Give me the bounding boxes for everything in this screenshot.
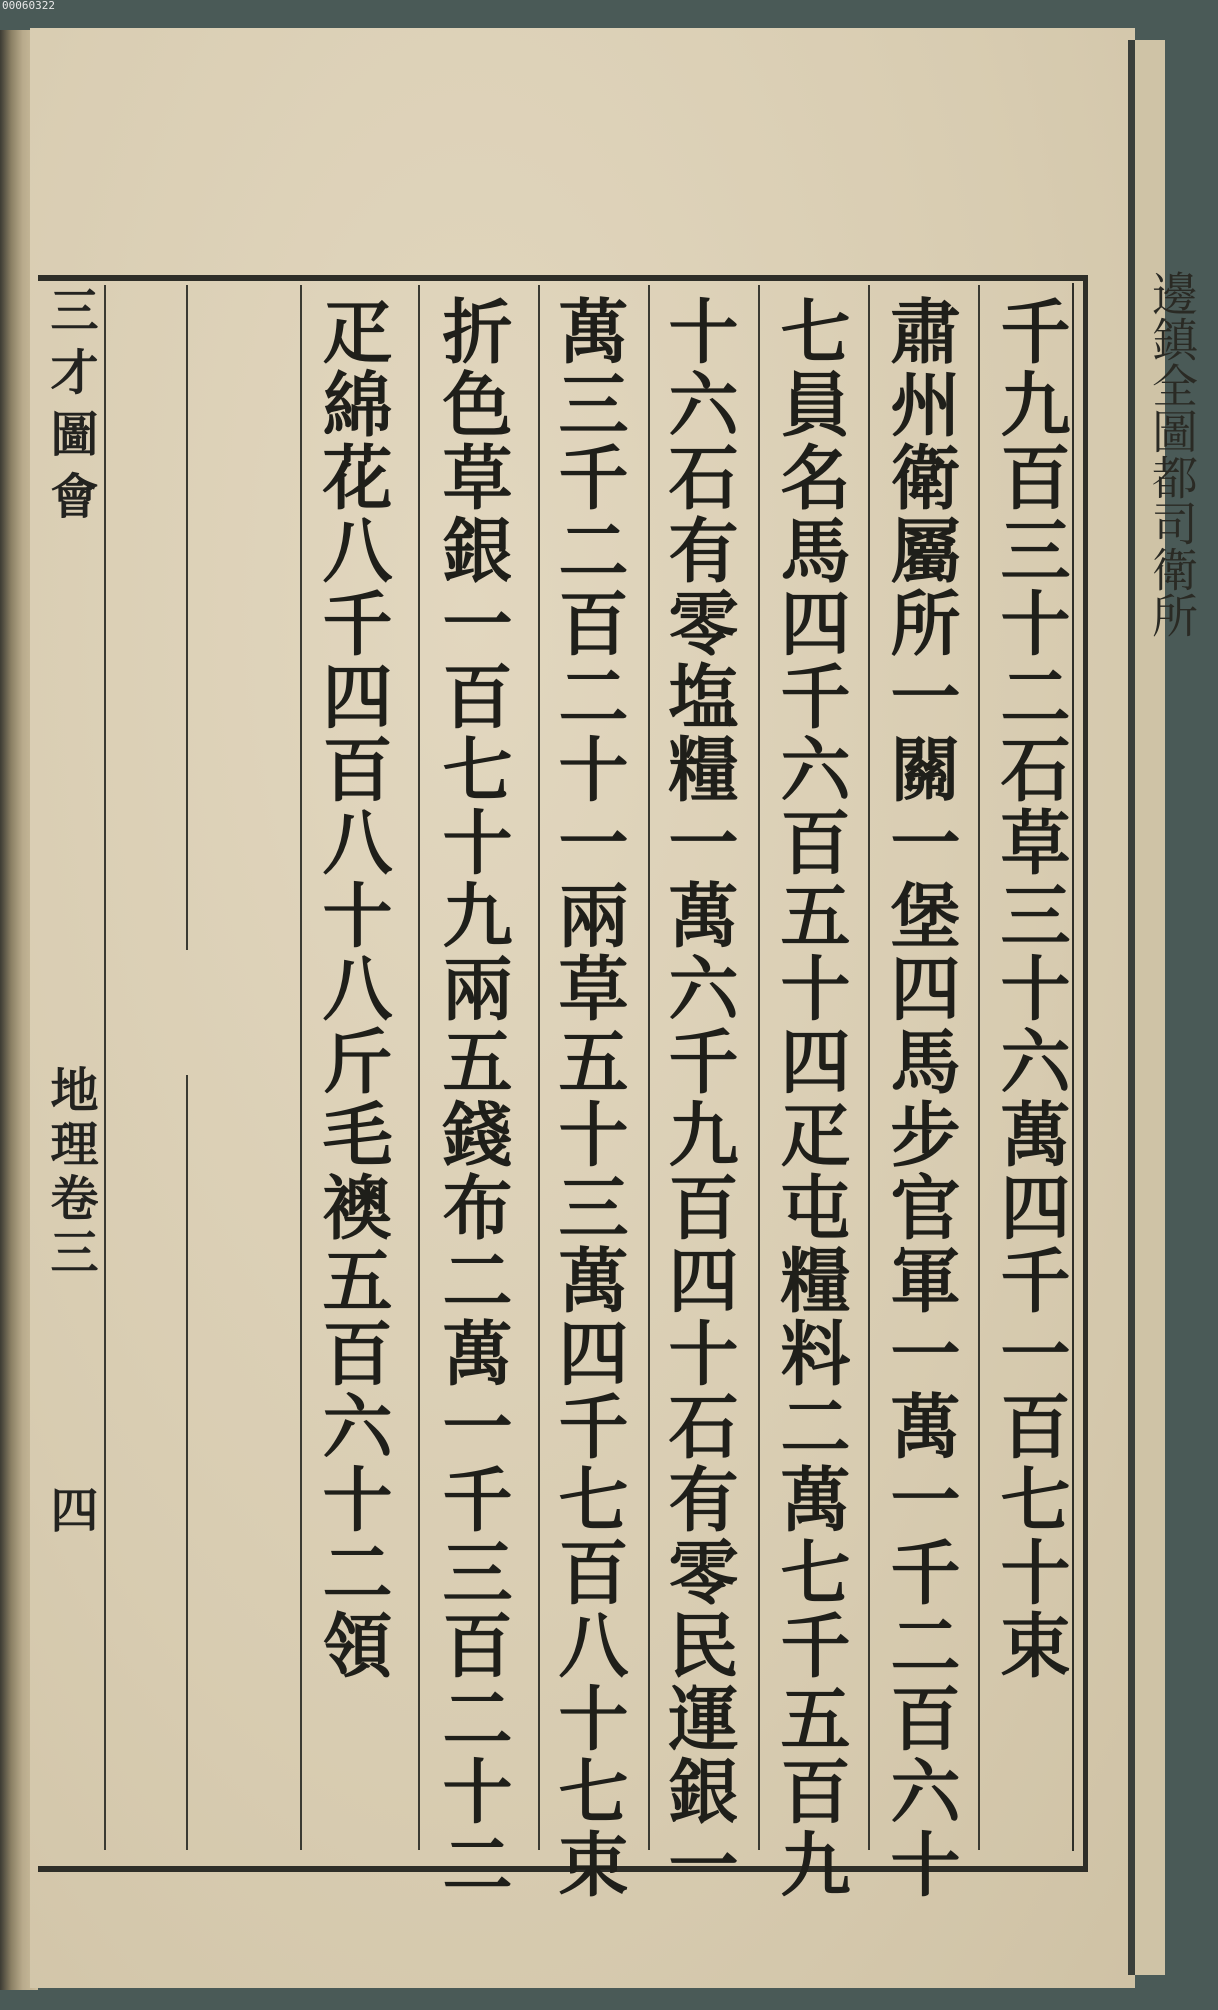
- facing-page-text-content: 邊鎮全圖都司衛所: [1145, 270, 1199, 638]
- column-rule: [538, 285, 540, 1850]
- text-column-4: 十六石有零塩糧一萬六千九百四十石有零民運銀一: [657, 295, 740, 1901]
- scan-id-label: 00060322: [2, 0, 55, 12]
- column-rule: [758, 285, 760, 1850]
- text-column-3: 七員名馬四千六百五十四疋屯糧料二萬七千五百九: [769, 295, 852, 1901]
- column-rule: [648, 285, 650, 1850]
- column-rule: [868, 285, 870, 1850]
- section-title: 地理卷三: [42, 1065, 98, 1281]
- text-column-7: 疋綿花八千四百八十八斤毛襖五百六十二領: [311, 295, 394, 1682]
- column-rule: [186, 1075, 188, 1850]
- facing-page-text: [1140, 270, 1199, 1850]
- column-rule: [104, 285, 106, 1850]
- column-rule: [186, 285, 188, 950]
- text-column-5: 萬三千二百二十一兩草五十三萬四千七百八十七束: [547, 295, 630, 1901]
- column-rule: [300, 285, 302, 1850]
- column-rule: [978, 285, 980, 1850]
- column-rule: [418, 285, 420, 1850]
- text-column-1: 千九百三十二石草三十六萬四千一百七十束: [989, 295, 1072, 1682]
- folio-number: 四: [42, 1485, 98, 1533]
- text-column-2: 肅州衛屬所一關一堡四馬步官軍一萬一千二百六十: [879, 295, 962, 1901]
- text-column-6: 折色草銀一百七十九兩五錢布二萬一千三百二十二: [431, 295, 514, 1901]
- book-title: 三才圖會: [42, 285, 98, 533]
- frame-inner-line: [1072, 283, 1074, 1851]
